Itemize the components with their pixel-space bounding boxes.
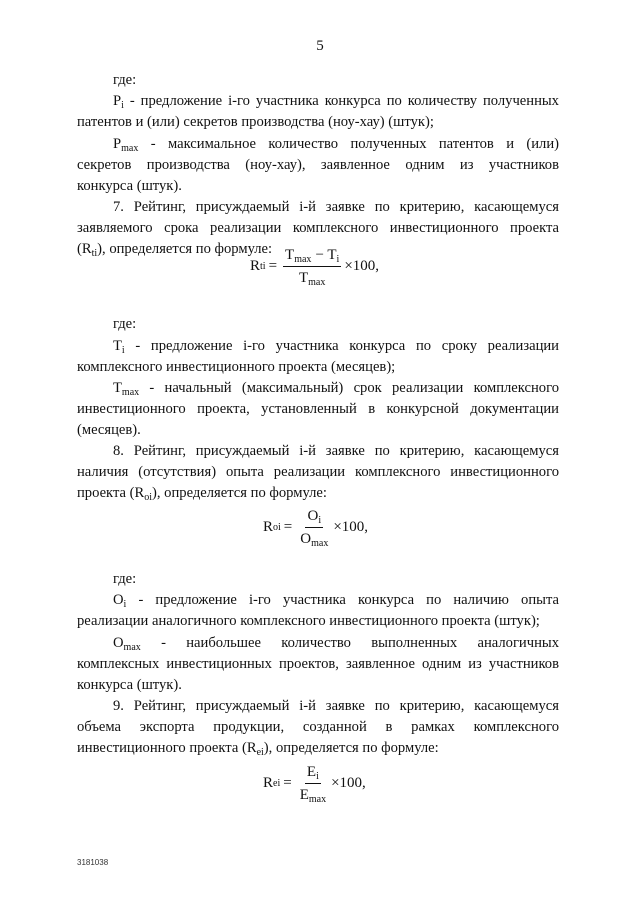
page-number: 5 bbox=[316, 38, 324, 54]
formula-rating-ti: R ti = $\frac{T_{max} - T_i}{T_{max}}$ ×100, bbox=[250, 247, 380, 288]
formula-fraction: $\frac{T_{max} - T_i}{T_{max}}$ bbox=[285, 247, 340, 288]
definition-p-i-cont: патентов и (или) секретов производства (ноу-хау) (штук); bbox=[77, 114, 434, 130]
definition-p-max-end: конкурса (штук). bbox=[77, 178, 182, 194]
where-label-3: где: bbox=[113, 571, 137, 587]
definition-o-i: $O_i$ - предложение i-го участника конкурса по наличию опыта bbox=[113, 592, 559, 610]
definition-o-max-end: конкурса (штук). bbox=[77, 677, 182, 693]
formula-rating-ei: R ei = $\frac{E_i}{E_{max}}$ ×100, bbox=[263, 764, 366, 805]
formula-fraction: $\frac{O_i}{O_{max}}$ bbox=[300, 508, 329, 549]
definition-t-max-cont: инвестиционного проекта, установленный в конкурсной документации bbox=[77, 401, 559, 417]
document-id: 3181038 bbox=[77, 858, 109, 867]
definition-p-i: $P_i$ - предложение i-го участника конкурса по количеству полученных bbox=[113, 93, 559, 111]
section-7-line3: $(R_{ti})$, определяется по формуле: bbox=[77, 241, 273, 259]
section-8-line3: проекта $(R_{oi})$, определяется по формуле: bbox=[77, 485, 327, 503]
formula-fraction: $\frac{E_i}{E_{max}}$ bbox=[299, 764, 327, 805]
section-9-heading: 9. Рейтинг, присуждаемый i-й заявке по критерию, касающемуся bbox=[113, 698, 559, 714]
section-7-heading: 7. Рейтинг, присуждаемый i-й заявке по критерию, касающемуся bbox=[113, 199, 559, 215]
section-8-line2: наличия (отсутствия) опыта реализации комплексного инвестиционного bbox=[77, 464, 559, 480]
definition-p-max: $P_{max}$ - максимальное количество полученных патентов и (или) bbox=[113, 136, 560, 154]
definition-p-max-cont: секретов производства (ноу-хау), заявленное одним из участников bbox=[77, 157, 559, 173]
definition-t-max-end: (месяцев). bbox=[77, 422, 141, 438]
definition-t-max: $T_{max}$ - начальный (максимальный) срок реализации комплексного bbox=[113, 380, 559, 398]
formula-rating-oi: R oi = $\frac{O_i}{O_{max}}$ ×100, bbox=[263, 508, 369, 549]
section-9-line3: инвестиционного проекта $(R_{ei})$, определяется по формуле: bbox=[77, 740, 439, 758]
section-9-line2: объема экспорта продукции, созданной в рамках комплексного bbox=[77, 719, 559, 735]
definition-o-i-cont: реализации аналогичного комплексного инвестиционного проекта (штук); bbox=[77, 613, 540, 629]
where-label: где: bbox=[113, 72, 137, 88]
definition-t-i-cont: комплексного инвестиционного проекта (месяцев); bbox=[77, 359, 396, 375]
definition-o-max: $O_{max}$ - наибольшее количество выполненных аналогичных bbox=[113, 635, 559, 653]
section-8-heading: 8. Рейтинг, присуждаемый i-й заявке по критерию, касающемуся bbox=[113, 443, 559, 459]
where-label-2: где: bbox=[113, 316, 137, 332]
definition-t-i: $T_i$ - предложение i-го участника конкурса по сроку реализации bbox=[113, 338, 559, 356]
section-7-line2: заявляемого срока реализации комплексного инвестиционного проекта bbox=[77, 220, 559, 236]
definition-o-max-cont: комплексных инвестиционных проектов, заявленное одним из участников bbox=[77, 656, 559, 672]
